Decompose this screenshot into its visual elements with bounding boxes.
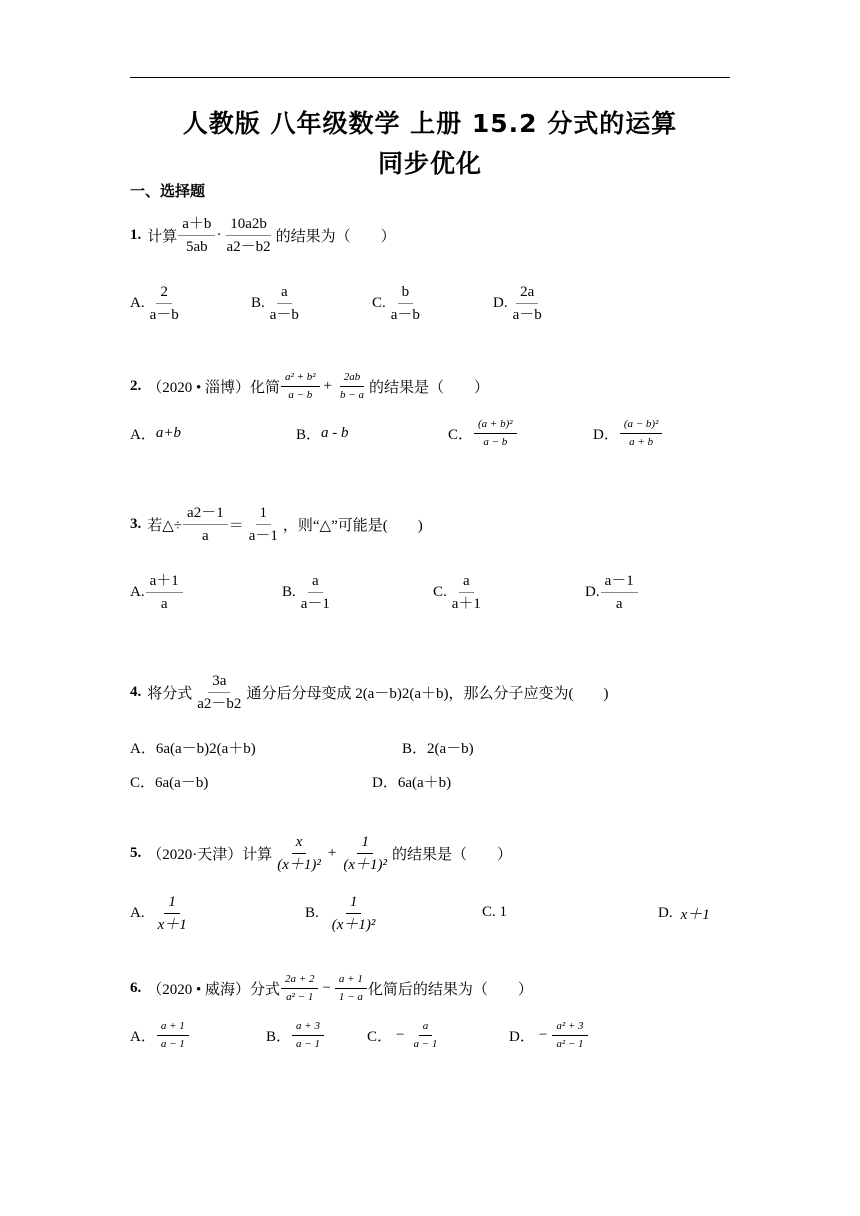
fraction — [273, 833, 325, 874]
option-c[interactable] — [433, 570, 486, 614]
option-c[interactable] — [367, 1013, 442, 1057]
option-a[interactable] — [130, 411, 181, 455]
minus-sign: − — [538, 1026, 548, 1043]
fraction — [222, 215, 274, 256]
numerator: 1 — [346, 893, 362, 914]
fraction — [448, 572, 485, 613]
option-label: B. — [251, 294, 265, 311]
question-6 — [130, 966, 533, 1010]
numerator: a + 1 — [335, 973, 367, 989]
denominator: a − 1 — [296, 1037, 320, 1050]
denominator: a2－b2 — [226, 238, 271, 255]
fraction — [154, 893, 191, 934]
numerator: a² + 3 — [552, 1020, 587, 1036]
numerator: 2a — [516, 283, 538, 304]
question-number: 2. — [130, 377, 142, 394]
option-c[interactable] — [372, 281, 425, 325]
numerator: 1 — [164, 893, 180, 914]
option-a[interactable]: A．6a(a－b)2(a＋b) — [130, 741, 256, 757]
question-2 — [130, 364, 489, 408]
option-label: D. — [658, 904, 673, 921]
fraction — [178, 215, 215, 256]
numerator: 1 — [357, 833, 373, 854]
denominator: x＋1 — [157, 916, 187, 933]
fraction — [601, 572, 638, 613]
option-b[interactable]: B．2(a－b) — [402, 741, 474, 757]
page-title-line2: 同步优化 — [377, 149, 482, 178]
option-label: A． — [130, 426, 156, 443]
numerator: (a + b)² — [474, 418, 517, 434]
numerator: a — [459, 572, 474, 593]
option-a[interactable] — [130, 570, 184, 614]
question-number: 1. — [130, 226, 142, 243]
numerator: a — [419, 1020, 433, 1036]
denominator: 1 − a — [338, 990, 363, 1003]
numerator: 2 — [156, 283, 172, 304]
option-a[interactable] — [130, 891, 192, 935]
fraction — [339, 833, 391, 874]
denominator: a－b — [512, 306, 542, 323]
option-b[interactable] — [305, 891, 380, 935]
option-value: x＋1 — [680, 906, 710, 923]
question-4 — [130, 670, 608, 714]
denominator: a − b — [288, 388, 313, 401]
numerator: 1 — [256, 504, 272, 525]
question-text: 的结果是（ ） — [392, 846, 513, 863]
plus-operator: + — [327, 844, 337, 861]
dot-operator: · — [216, 226, 222, 243]
option-label: B. — [305, 904, 319, 921]
fraction — [335, 973, 367, 1004]
fraction — [409, 1020, 441, 1051]
question-5 — [130, 831, 512, 875]
fraction — [387, 283, 424, 324]
question-text: 将分式 — [147, 685, 193, 702]
option-d[interactable] — [658, 891, 710, 935]
equals-operator: ＝ — [228, 517, 244, 534]
numerator: (a − b)² — [620, 418, 663, 434]
section-heading: 一、选择题 — [130, 182, 206, 200]
fraction — [509, 283, 546, 324]
fraction — [146, 572, 183, 613]
fraction — [245, 504, 282, 545]
numerator: a² + b² — [281, 371, 320, 387]
fraction — [157, 1020, 189, 1051]
fraction — [552, 1020, 587, 1051]
option-b[interactable] — [251, 281, 304, 325]
option-label: A． — [130, 1028, 156, 1045]
minus-operator: − — [322, 979, 331, 996]
fraction — [146, 283, 183, 324]
denominator: b − a — [340, 388, 364, 401]
page-title: 人教版 八年级数学 上册 15.2 分式的运算 — [182, 109, 678, 138]
numerator: a + 3 — [292, 1020, 324, 1036]
option-label: D. — [493, 294, 508, 311]
option-value: a - b — [321, 424, 349, 441]
fraction — [336, 371, 368, 402]
denominator: (x＋1)² — [331, 916, 376, 933]
option-label: D． — [593, 426, 619, 443]
denominator: a — [615, 595, 623, 612]
denominator: (x＋1)² — [277, 856, 321, 873]
denominator: a－1 — [248, 527, 278, 544]
fraction — [183, 504, 228, 545]
question-1 — [130, 213, 396, 257]
fraction — [474, 418, 517, 449]
option-label: C. — [433, 583, 447, 600]
question-3 — [130, 502, 423, 546]
question-text: 通分后分母变成 2(a－b)2(a＋b)，那么分子应变为( ) — [246, 685, 609, 702]
option-label: C. — [372, 294, 386, 311]
question-text: 计算 — [147, 228, 178, 245]
fraction — [297, 572, 334, 613]
option-c[interactable]: C. 1 — [482, 904, 508, 920]
denominator: 5ab — [186, 238, 208, 255]
option-d[interactable] — [585, 570, 639, 614]
option-value: a+b — [155, 424, 181, 441]
plus-operator: + — [323, 377, 333, 394]
denominator: a－b — [269, 306, 299, 323]
numerator: b — [398, 283, 414, 304]
question-text: 化简后的结果为（ ） — [367, 981, 533, 998]
option-label: B． — [296, 426, 322, 443]
option-b[interactable] — [266, 1013, 325, 1057]
header-rule — [130, 77, 730, 78]
option-d[interactable] — [493, 281, 547, 325]
option-d[interactable] — [509, 1013, 589, 1057]
fraction — [193, 672, 245, 713]
fraction — [281, 973, 318, 1004]
question-text: 若△÷ — [147, 517, 183, 534]
denominator: a＋1 — [451, 595, 481, 612]
option-label: C． — [367, 1028, 393, 1045]
numerator: a — [277, 283, 292, 304]
option-a[interactable] — [130, 1013, 190, 1057]
option-label: A. — [130, 294, 145, 311]
numerator: a＋b — [178, 215, 215, 236]
denominator: a2－b2 — [197, 695, 242, 712]
denominator: a² − 1 — [556, 1037, 584, 1050]
numerator: 2ab — [340, 371, 365, 387]
numerator: 10a2b — [226, 215, 271, 236]
fraction — [328, 893, 380, 934]
option-label: C． — [448, 426, 474, 443]
denominator: a − 1 — [160, 1037, 185, 1050]
question-number: 3. — [130, 515, 142, 532]
fraction — [266, 283, 303, 324]
option-label: D. — [585, 583, 600, 600]
denominator: (x＋1)² — [343, 856, 388, 873]
numerator: a＋1 — [146, 572, 183, 593]
denominator: a² − 1 — [286, 990, 314, 1003]
option-label: B. — [282, 583, 296, 600]
option-label: B． — [266, 1028, 292, 1045]
denominator: a－b — [390, 306, 420, 323]
option-label: A. — [130, 904, 145, 921]
denominator: a − b — [483, 435, 508, 448]
numerator: 3a — [208, 672, 230, 693]
denominator: a + b — [629, 435, 654, 448]
question-text: （2020 • 淄博）化简 — [147, 379, 281, 396]
option-c[interactable] — [448, 411, 518, 455]
numerator: x — [292, 833, 307, 854]
option-b[interactable] — [282, 570, 335, 614]
option-label: D． — [509, 1028, 535, 1045]
question-text: 的结果是（ ） — [368, 379, 489, 396]
fraction — [620, 418, 663, 449]
question-text: （2020·天津）计算 — [147, 846, 273, 863]
denominator: a — [202, 527, 209, 544]
question-number: 4. — [130, 683, 142, 700]
numerator: 2a + 2 — [281, 973, 318, 989]
denominator: a－b — [149, 306, 179, 323]
numerator: a + 1 — [157, 1020, 189, 1036]
question-text: ，则“△”可能是( ) — [282, 517, 423, 534]
option-a[interactable] — [130, 281, 184, 325]
denominator: a－1 — [300, 595, 330, 612]
numerator: a2－1 — [183, 504, 228, 525]
denominator: a — [160, 595, 168, 612]
fraction — [281, 371, 320, 402]
question-number: 5. — [130, 844, 142, 861]
question-text: （2020 • 威海）分式 — [147, 981, 281, 998]
minus-sign: − — [396, 1026, 405, 1043]
question-number: 6. — [130, 979, 142, 996]
fraction — [292, 1020, 324, 1051]
denominator: a − 1 — [413, 1037, 438, 1050]
numerator: a－1 — [601, 572, 638, 593]
numerator: a — [308, 572, 323, 593]
option-c[interactable]: C．6a(a－b) — [130, 775, 209, 791]
option-d[interactable] — [593, 411, 663, 455]
option-d[interactable]: D．6a(a＋b) — [372, 775, 452, 791]
question-text: 的结果为（ ） — [275, 228, 396, 245]
option-b[interactable] — [296, 411, 349, 455]
option-label: A. — [130, 583, 145, 600]
